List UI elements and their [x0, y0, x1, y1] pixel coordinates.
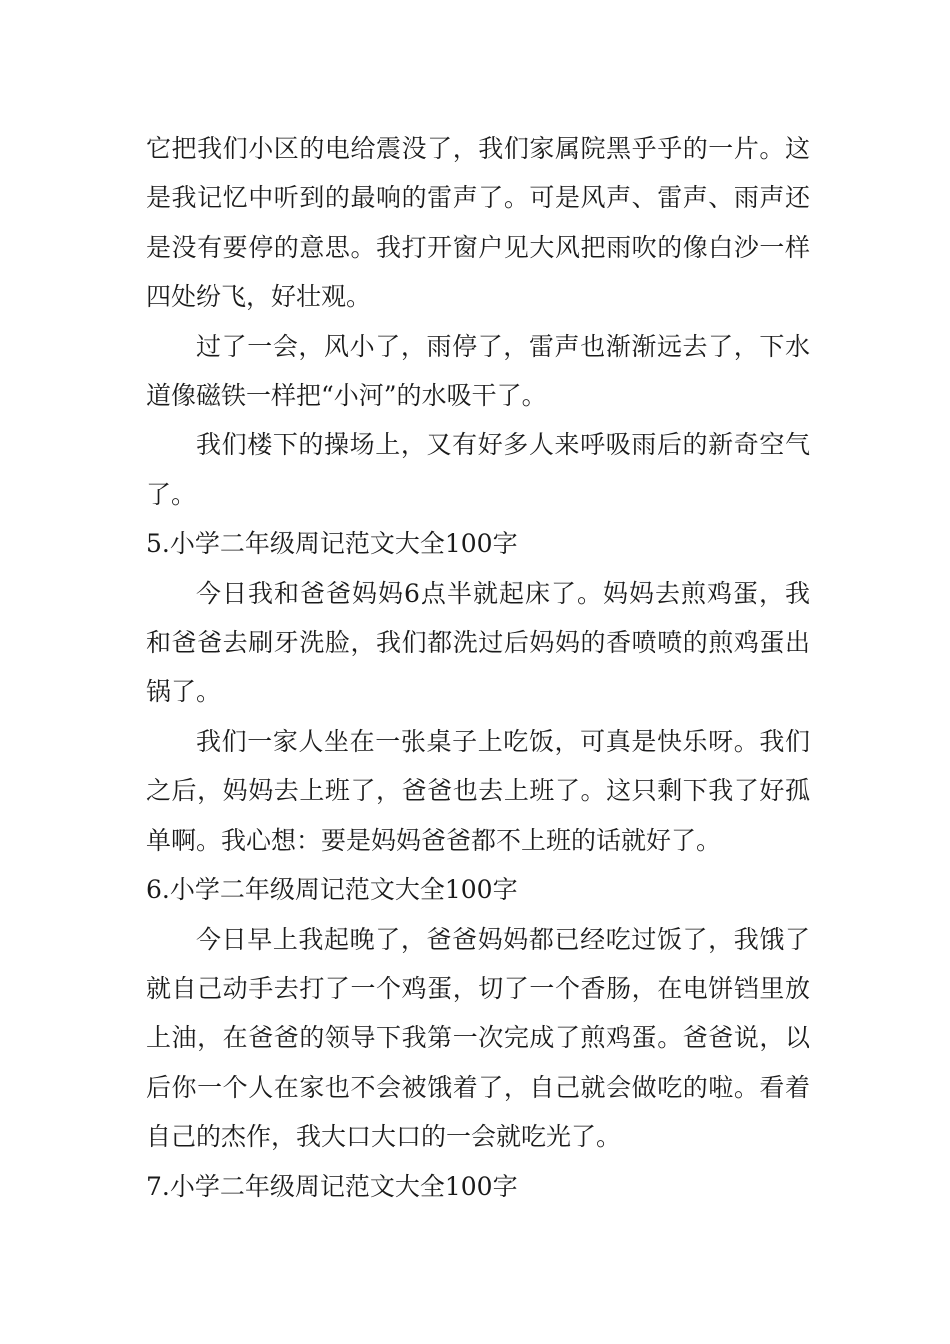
paragraph-breakfast: 今日我和爸爸妈妈6点半就起床了。妈妈去煎鸡蛋，我和爸爸去刷牙洗脸，我们都洗过后妈妈的香喷喷的煎鸡蛋出锅了。	[146, 578, 810, 707]
paragraph-family-meal: 我们一家人坐在一张桌子上吃饭，可真是快乐呀。我们之后，妈妈去上班了，爸爸也去上班了。这只剩下我了好孤单啊。我心想：要是妈妈爸爸都不上班的话就好了。	[146, 726, 810, 855]
paragraph-rain-stopped: 过了一会，风小了，雨停了，雷声也渐渐远去了，下水道像磁铁一样把“小河”的水吸干了。	[146, 331, 810, 411]
section-heading-5: 5.小学二年级周记范文大全100字	[146, 529, 518, 559]
section-heading-7: 7.小学二年级周记范文大全100字	[146, 1171, 518, 1201]
paragraph-thunderstorm-continued: 它把我们小区的电给震没了，我们家属院黑乎乎的一片。这是我记忆中听到的最响的雷声了。可是风声、雷声、雨声还是没有要停的意思。我打开窗户见大风把雨吹的像白沙一样四处纷飞，好壮观。	[146, 134, 810, 312]
document-body	[146, 124, 810, 1211]
paragraph-fresh-air: 我们楼下的操场上，又有好多人来呼吸雨后的新奇空气了。	[146, 430, 810, 509]
paragraph-fried-egg: 今日早上我起晚了，爸爸妈妈都已经吃过饭了，我饿了就自己动手去打了一个鸡蛋，切了一个香肠，在电饼铛里放上油，在爸爸的领导下我第一次完成了煎鸡蛋。爸爸说，以后你一个人在家也不会被饿着了，自己就会做吃的啦。看着自己的杰作，我大口大口的一会就吃光了。	[146, 924, 810, 1152]
section-heading-6: 6.小学二年级周记范文大全100字	[146, 875, 518, 905]
